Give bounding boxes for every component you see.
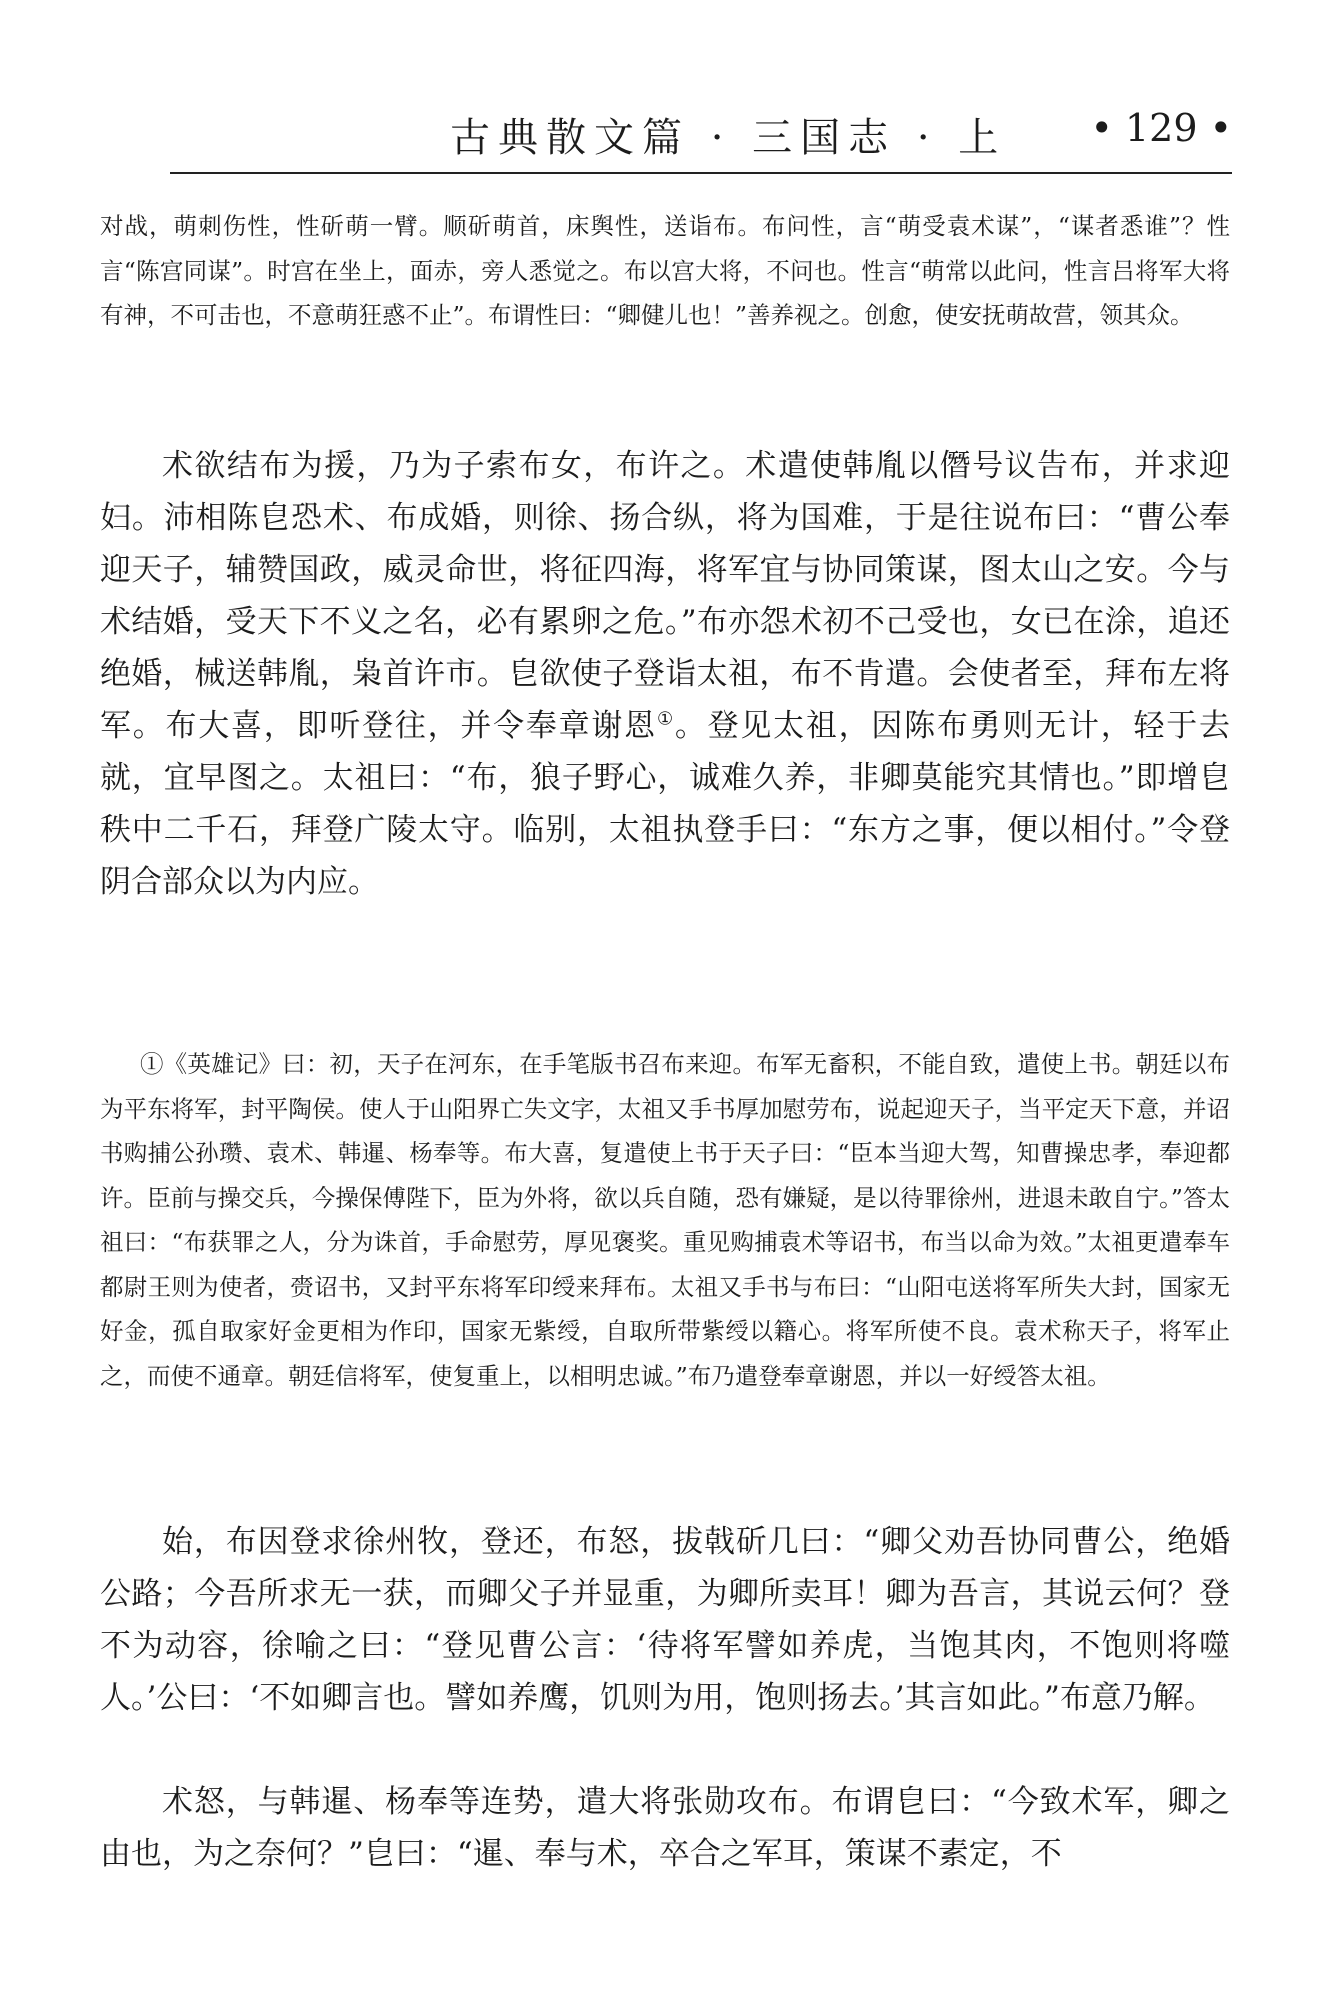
paragraph-continued xyxy=(100,204,1230,338)
paragraph-text: 始，布因登求徐州牧，登还，布怒，拔戟斫几曰：“卿父劝吾协同曹公，绝婚公路；今吾所求无一获，而卿父子并显重，为卿所卖耳！卿为吾言，其说云何？登不为动容，徐喻之曰：“登见曹公言：‘待将军譬如养虎，当饱其肉，不饱则将噬人。’公曰：‘不如卿言也。譬如养鹰，饥则为用，饱则扬去。’其言如此。”布意乃解。 xyxy=(100,1524,1230,1716)
footnote-mark: ① xyxy=(656,708,675,730)
running-header xyxy=(170,98,1232,174)
paragraph-text-part: 术欲结布为援，乃为子索布女，布许之。术遣使韩胤以僭号议告布，并求迎妇。沛相陈皀恐术、布成婚，则徐、扬合纵，将为国难，于是往说布曰：“曹公奉迎天子，辅赞国政，威灵命世，将征四海，将军宜与协同策谋，图太山之安。今与术结婚，受天下不义之名，必有累卵之危。”布亦怨术初不己受也，女已在涂，追还绝婚，械送韩胤，枭首许市。皀欲使子登诣太祖，布不肯遣。会使者至，拜布左将军。布大喜，即听登往，并令奉章谢恩 xyxy=(100,448,1230,744)
page-number: • 129 • xyxy=(1090,106,1232,150)
header-rule xyxy=(170,172,1232,174)
header-title: 古典散文篇 · 三国志 · 上 xyxy=(450,115,1007,161)
footnote-text: ①《英雄记》曰：初，天子在河东，在手笔版书召布来迎。布军无畜积，不能自致，遣使上书。朝廷以布为平东将军，封平陶侯。使人于山阳界亡失文字，太祖又手书厚加慰劳布，说起迎天子，当平定天下意，并诏书购捕公孙瓒、袁术、韩暹、杨奉等。布大喜，复遣使上书于天子曰：“臣本当迎大驾，知曹操忠孝，奉迎都许。臣前与操交兵，今操保傅陛下，臣为外将，欲以兵自随，恐有嫌疑，是以待罪徐州，进退未敢自宁。”答太祖曰：“布获罪之人，分为诛首，手命慰劳，厚见褒奖。重见购捕袁术等诏书，布当以命为效。”太祖更遣奉车都尉王则为使者，赍诏书，又封平东将军印绶来拜布。太祖又手书与布曰：“山阳屯送将军所失大封，国家无好金，孤自取家好金更相为作印，国家无紫绶，自取所带紫绶以籍心。将军所使不良。袁术称天子，将军止之，而使不通章。朝廷信将军，使复重上，以相明忠诚。”布乃遣登奉章谢恩，并以一好绶答太祖。 xyxy=(100,1050,1230,1390)
paragraph-text: 术怒，与韩暹、杨奉等连势，遣大将张勋攻布。布谓皀曰：“今致术军，卿之由也，为之奈何？”皀曰：“暹、奉与术，卒合之军耳，策谋不素定，不 xyxy=(100,1784,1230,1872)
paragraph-marriage-alliance xyxy=(100,440,1230,908)
paragraph-text: 对战，萌刺伤性，性斫萌一臂。顺斫萌首，床舆性，送诣布。布问性，言“萌受袁术谋”，“谋者悉谁”？性言“陈宫同谋”。时宫在坐上，面赤，旁人悉觉之。布以宫大将，不问也。性言“萌常以此问，性言吕将军大将有神，不可击也，不意萌狂惑不止”。布谓性曰：“卿健儿也！”善养视之。创愈，使安抚萌故营，领其众。 xyxy=(100,212,1230,329)
paragraph-zhangxun xyxy=(100,1776,1230,1880)
paragraph-text-part: 。登见太祖，因陈布勇则无计，轻于去就，宜早图之。太祖曰：“布，狼子野心，诚难久养，非卿莫能究其情也。”即增皀秩中二千石，拜登广陵太守。临别，太祖执登手曰：“东方之事，便以相付。”令登阴合部众以为内应。 xyxy=(100,708,1231,900)
paragraph-xuzhou xyxy=(100,1516,1230,1724)
footnote-block xyxy=(100,1042,1230,1398)
paragraph-text xyxy=(100,440,1230,908)
